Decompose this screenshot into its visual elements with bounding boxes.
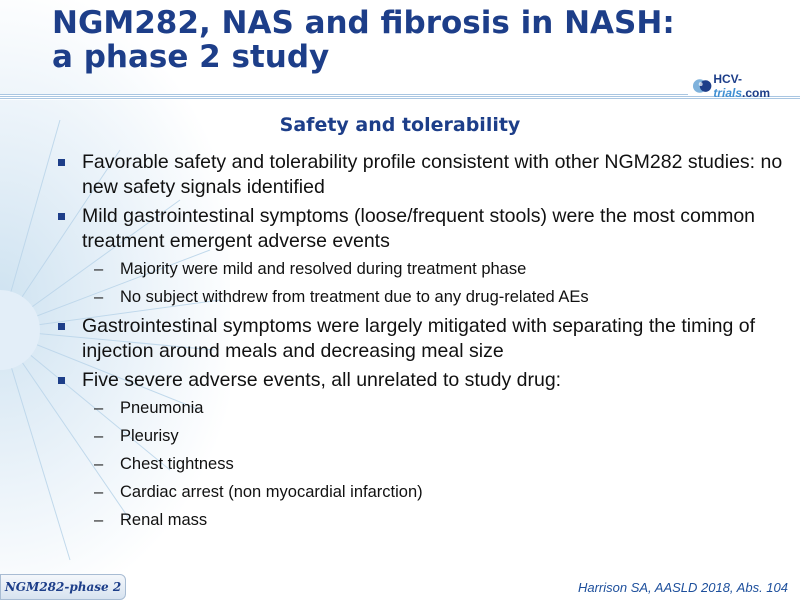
bullet-text: Gastrointestinal symptoms were largely mitigated with separating the timing of injection around meals and decreasing meal size bbox=[82, 315, 756, 362]
study-tag: NGM282-phase 2 bbox=[0, 574, 126, 600]
sub-bullet-text: Chest tightness bbox=[120, 455, 234, 473]
dash-bullet-icon: – bbox=[94, 483, 104, 501]
sub-bullet-text: Cardiac arrest (non myocardial infarction) bbox=[120, 483, 423, 501]
logo-text-accent: trials bbox=[713, 86, 742, 100]
logo-text bbox=[713, 72, 796, 100]
bullet-item bbox=[48, 204, 788, 254]
dash-bullet-icon: – bbox=[94, 288, 104, 306]
square-bullet-icon bbox=[58, 377, 65, 384]
sub-bullet-text: Renal mass bbox=[120, 511, 208, 529]
square-bullet-icon bbox=[58, 323, 65, 330]
sub-bullet-item bbox=[48, 397, 788, 419]
sub-bullet-item bbox=[48, 481, 788, 503]
sub-bullet-text: Pleurisy bbox=[120, 427, 179, 445]
dash-bullet-icon: – bbox=[94, 427, 104, 445]
title-divider bbox=[0, 94, 800, 100]
hcv-logo-icon bbox=[692, 77, 713, 95]
square-bullet-icon bbox=[58, 213, 65, 220]
sub-bullet-text: No subject withdrew from treatment due to any drug-related AEs bbox=[120, 288, 589, 306]
bullet-text: Five severe adverse events, all unrelated to study drug: bbox=[82, 369, 562, 391]
bullet-item bbox=[48, 150, 788, 200]
sub-bullet-item bbox=[48, 425, 788, 447]
sub-bullet-item bbox=[48, 258, 788, 280]
sub-bullet-text: Majority were mild and resolved during treatment phase bbox=[120, 260, 527, 278]
sub-bullet-item bbox=[48, 286, 788, 308]
bullet-item bbox=[48, 368, 788, 393]
sub-bullet-item bbox=[48, 453, 788, 475]
slide-title bbox=[52, 6, 675, 74]
dash-bullet-icon: – bbox=[94, 399, 104, 417]
hcv-trials-logo[interactable] bbox=[688, 72, 800, 100]
bullet-text: Mild gastrointestinal symptoms (loose/frequent stools) were the most common treatment emergent adverse events bbox=[82, 205, 756, 252]
logo-text-main: HCV- bbox=[713, 72, 742, 86]
bullet-item bbox=[48, 314, 788, 364]
bullet-text: Favorable safety and tolerability profile consistent with other NGM282 studies: no new safety signals identified bbox=[82, 151, 783, 198]
square-bullet-icon bbox=[58, 159, 65, 166]
sub-bullet-text: Pneumonia bbox=[120, 399, 204, 417]
title-line-2: a phase 2 study bbox=[52, 39, 330, 75]
dash-bullet-icon: – bbox=[94, 455, 104, 473]
logo-text-suffix: .com bbox=[742, 86, 771, 100]
bullet-list bbox=[48, 150, 788, 537]
dash-bullet-icon: – bbox=[94, 511, 104, 529]
reference-citation: Harrison SA, AASLD 2018, Abs. 104 bbox=[577, 580, 788, 595]
sub-bullet-item bbox=[48, 509, 788, 531]
slide-subtitle: Safety and tolerability bbox=[279, 114, 521, 136]
dash-bullet-icon: – bbox=[94, 260, 104, 278]
title-line-1: NGM282, NAS and fibrosis in NASH: bbox=[52, 5, 675, 41]
